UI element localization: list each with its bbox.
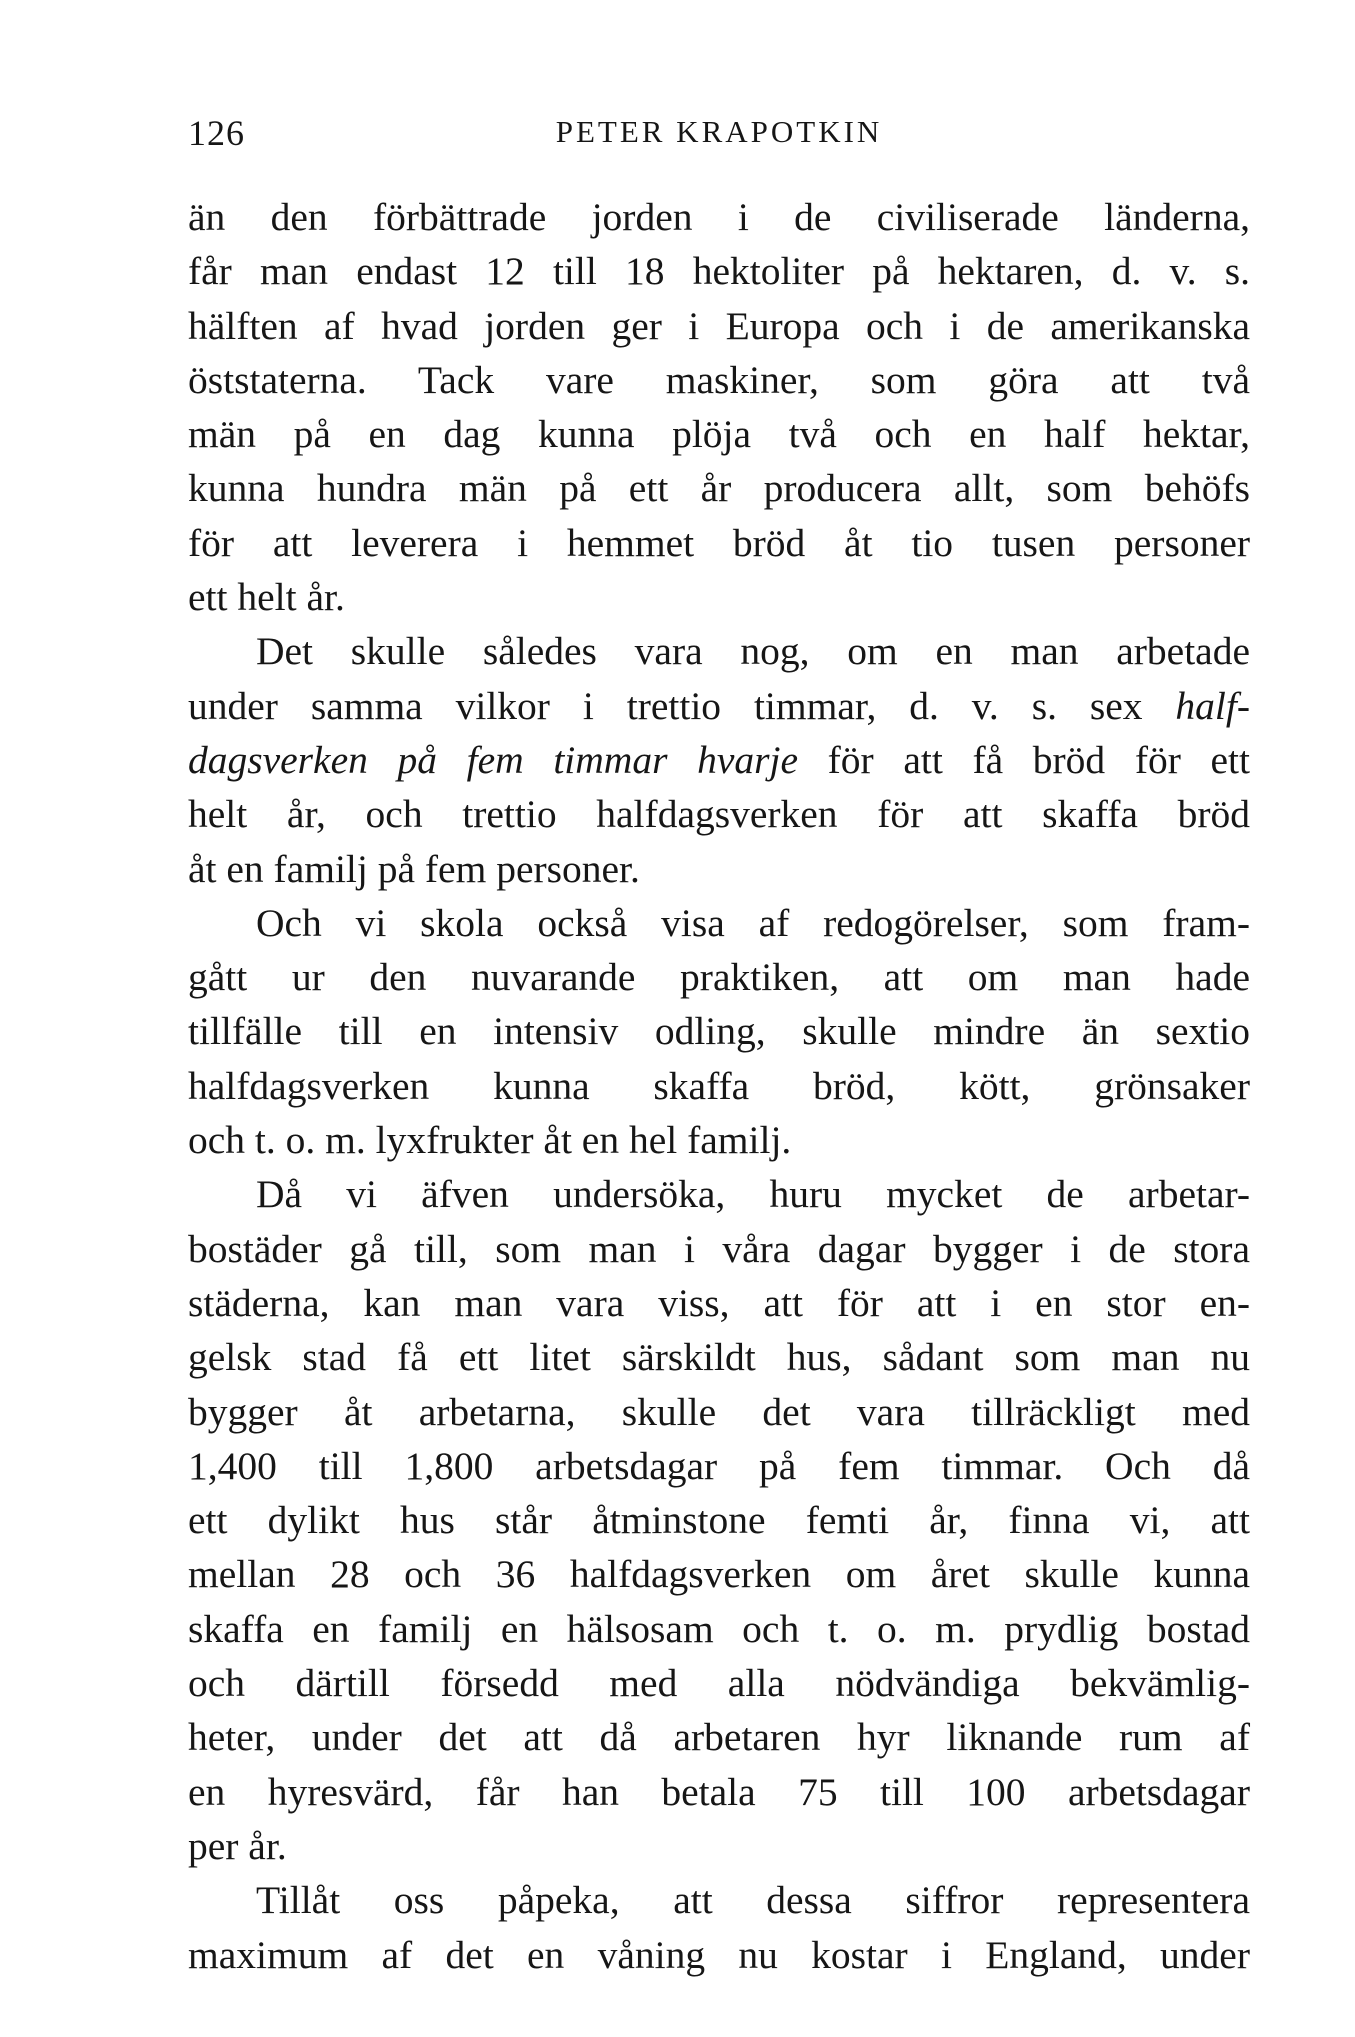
text-line: åt en familj på fem personer. xyxy=(188,846,640,891)
text-line: hälften af hvad jorden ger i Europa och i de amerikanska xyxy=(188,303,1250,348)
text-line: en hyresvärd, får han betala 75 till 100 arbetsdagar xyxy=(188,1769,1250,1814)
text-line: 1,400 till 1,800 arbetsdagar på fem timmar. Och då xyxy=(188,1443,1250,1488)
text-line: städerna, kan man vara viss, att för att i en stor en- xyxy=(188,1280,1250,1325)
running-title: PETER KRAPOTKIN xyxy=(555,114,883,149)
text-line xyxy=(188,733,1250,787)
text-line: för att leverera i hemmet bröd åt tio tusen personer xyxy=(188,520,1250,565)
text-line: gått ur den nuvarande praktiken, att om man hade xyxy=(188,955,1250,1000)
text-line: än den förbättrade jorden i de civiliserade länderna, xyxy=(188,195,1250,239)
text-line: män på en dag kunna plöja två och en half hektar, xyxy=(188,412,1250,457)
text-line: mellan 28 och 36 halfdagsverken om året skulle kunna xyxy=(188,1552,1250,1597)
text-line: skaffa en familj en hälsosam och t. o. m. prydlig bostad xyxy=(188,1606,1250,1651)
page-number: 126 xyxy=(188,113,245,153)
body-text xyxy=(188,190,1250,1982)
italic-text-run: half- xyxy=(1175,683,1250,728)
text-line: och därtill försedd med alla nödvändiga bekvämlig- xyxy=(188,1661,1250,1706)
text-line: ett dylikt hus står åtminstone femti år, finna vi, att xyxy=(188,1498,1250,1543)
text-line: halfdagsverken kunna skaffa bröd, kött, grönsaker xyxy=(188,1063,1250,1108)
text-line: maximum af det en våning nu kostar i England, under xyxy=(188,1932,1250,1977)
text-line: per år. xyxy=(188,1823,287,1868)
text-line: får man endast 12 till 18 hektoliter på hektaren, d. v. s. xyxy=(188,249,1250,294)
paragraph-start-line: Det skulle således vara nog, om en man arbetade xyxy=(256,629,1250,674)
text-line: bostäder gå till, som man i våra dagar bygger i de stora xyxy=(188,1226,1250,1271)
running-head xyxy=(188,112,1250,156)
text-line: kunna hundra män på ett år producera allt, som behöfs xyxy=(188,466,1250,511)
text-run: under samma vilkor i trettio timmar, d. v. s. sex xyxy=(188,683,1176,728)
text-line: ett helt år. xyxy=(188,575,345,620)
text-line xyxy=(188,679,1250,733)
text-line: heter, under det att då arbetaren hyr liknande rum af xyxy=(188,1715,1250,1760)
text-line: gelsk stad få ett litet särskildt hus, sådant som man nu xyxy=(188,1335,1250,1380)
text-line: och t. o. m. lyxfrukter åt en hel familj. xyxy=(188,1118,792,1163)
text-line: helt år, och trettio halfdagsverken för att skaffa bröd xyxy=(188,792,1250,837)
paragraph-start-line: Och vi skola också visa af redogörelser, som fram- xyxy=(256,900,1250,945)
paragraph-start-line: Då vi äfven undersöka, huru mycket de arbetar- xyxy=(256,1172,1250,1217)
italic-text-run: dagsverken på fem timmar hvarje xyxy=(188,737,798,782)
text-run: för att få bröd för ett xyxy=(798,737,1251,782)
text-line: bygger åt arbetarna, skulle det vara tillräckligt med xyxy=(188,1389,1250,1434)
text-line: öststaterna. Tack vare maskiner, som göra att två xyxy=(188,357,1250,402)
text-line: tillfälle till en intensiv odling, skulle mindre än sextio xyxy=(188,1009,1250,1054)
paragraph-start-line: Tillåt oss påpeka, att dessa siffror representera xyxy=(256,1878,1250,1923)
